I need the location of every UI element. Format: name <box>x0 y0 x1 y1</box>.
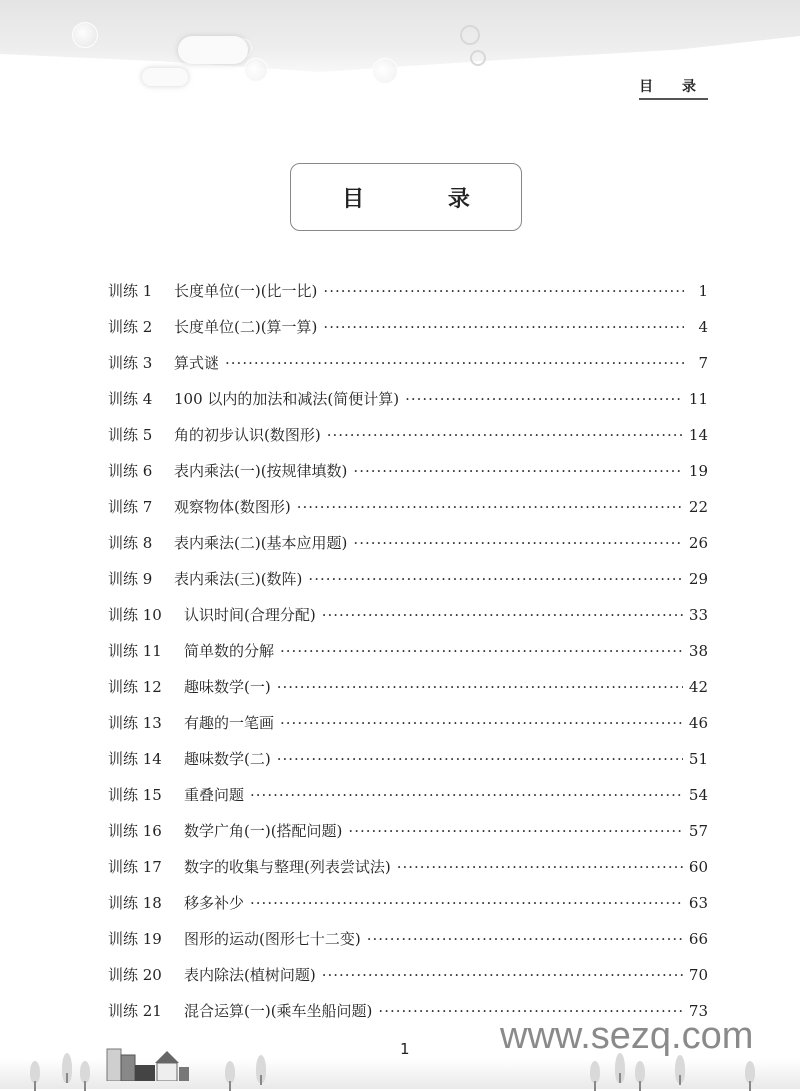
toc-entry[interactable] <box>108 640 708 676</box>
toc-entry-page: 66 <box>688 930 708 948</box>
toc-entry[interactable] <box>108 532 708 568</box>
toc-entry-label: 训练 19 <box>108 930 162 948</box>
toc-entry-label: 训练 20 <box>108 966 162 984</box>
toc-entry-page: 70 <box>688 966 708 984</box>
tree-icon <box>225 1061 235 1083</box>
toc-entry-label: 训练 1 <box>108 282 153 300</box>
toc-entry-topic: 算式谜 <box>174 354 220 372</box>
toc-entry-topic: 移多补少 <box>184 894 245 912</box>
toc-entry-page: 60 <box>688 858 708 876</box>
dot-leader <box>280 714 683 732</box>
toc-entry-topic: 长度单位(一)(比一比) <box>174 282 318 300</box>
toc-entry-topic: 100 以内的加法和减法(简便计算) <box>174 390 400 408</box>
dot-leader <box>323 282 684 300</box>
toc-entry[interactable] <box>108 388 708 424</box>
page-number: 1 <box>400 1040 410 1058</box>
toc-entry[interactable] <box>108 424 708 460</box>
toc-entry-label: 训练 3 <box>108 354 153 372</box>
toc-entry-label: 训练 17 <box>108 858 162 876</box>
dot-leader <box>353 462 682 480</box>
toc-entry-topic: 图形的运动(图形七十二变) <box>184 930 361 948</box>
dot-leader <box>322 966 683 984</box>
toc-entry-label: 训练 8 <box>108 534 153 552</box>
tree-icon <box>30 1061 40 1083</box>
page-title: 目 录 <box>342 186 508 212</box>
toc-entry-topic: 混合运算(一)(乘车坐船问题) <box>184 1002 373 1020</box>
toc-entry-label: 训练 9 <box>108 570 153 588</box>
toc-entry-page: 46 <box>688 714 708 732</box>
toc-entry[interactable] <box>108 820 708 856</box>
toc-entry-topic: 表内乘法(一)(按规律填数) <box>174 462 348 480</box>
toc-entry[interactable] <box>108 784 708 820</box>
tree-icon <box>675 1055 685 1083</box>
toc-entry-label: 训练 2 <box>108 318 153 336</box>
tree-icon <box>590 1061 600 1083</box>
dot-leader <box>250 786 683 804</box>
toc-entry[interactable] <box>108 568 708 604</box>
toc-entry-label: 训练 5 <box>108 426 153 444</box>
house-icon <box>105 1041 195 1081</box>
toc-entry-page: 57 <box>688 822 708 840</box>
toc-entry[interactable] <box>108 748 708 784</box>
toc-entry-topic: 趣味数学(二) <box>184 750 271 768</box>
toc-entry-topic: 表内乘法(三)(数阵) <box>174 570 303 588</box>
dot-leader <box>308 570 682 588</box>
toc-entry-topic: 数字的收集与整理(列表尝试法) <box>184 858 391 876</box>
toc-entry[interactable] <box>108 892 708 928</box>
toc-entry[interactable] <box>108 280 708 316</box>
header-section-label: 目 录 <box>639 76 708 100</box>
toc-entry-page: 54 <box>688 786 708 804</box>
watermark: www.sezq.com <box>500 1015 754 1057</box>
toc-entry-label: 训练 13 <box>108 714 162 732</box>
cloud-decoration <box>178 36 248 64</box>
toc-entry-topic: 数学广角(一)(搭配问题) <box>184 822 343 840</box>
bubble-decoration <box>372 58 398 84</box>
dot-leader <box>397 858 683 876</box>
toc-entry-topic: 有趣的一笔画 <box>184 714 275 732</box>
tree-icon <box>745 1061 755 1083</box>
toc-entry-page: 4 <box>698 318 708 336</box>
toc-entry-label: 训练 7 <box>108 498 153 516</box>
toc-entry-label: 训练 18 <box>108 894 162 912</box>
toc-entry-label: 训练 6 <box>108 462 153 480</box>
tree-icon <box>256 1055 266 1083</box>
toc-entry-page: 38 <box>688 642 708 660</box>
dot-leader <box>322 606 683 624</box>
toc-entry-page: 14 <box>688 426 708 444</box>
dot-leader <box>277 678 683 696</box>
swirl-decoration <box>460 25 480 45</box>
toc-entry-page: 63 <box>688 894 708 912</box>
toc-entry-page: 51 <box>688 750 708 768</box>
dot-leader <box>277 750 683 768</box>
cloud-decoration <box>142 68 188 86</box>
tree-icon <box>80 1061 90 1083</box>
toc-entry-page: 11 <box>688 390 708 408</box>
toc-entry-topic: 重叠问题 <box>184 786 245 804</box>
toc-entry-topic: 简单数的分解 <box>184 642 275 660</box>
toc-entry-label: 训练 14 <box>108 750 162 768</box>
toc-entry-topic: 角的初步认识(数图形) <box>174 426 321 444</box>
toc-entry-topic: 趣味数学(一) <box>184 678 271 696</box>
toc-entry-topic: 长度单位(二)(算一算) <box>174 318 318 336</box>
tree-icon <box>635 1061 645 1083</box>
toc-entry-label: 训练 10 <box>108 606 162 624</box>
dot-leader <box>327 426 683 444</box>
toc-entry-page: 42 <box>688 678 708 696</box>
dot-leader <box>405 390 683 408</box>
toc-entry[interactable] <box>108 352 708 388</box>
toc-entry-label: 训练 15 <box>108 786 162 804</box>
toc-entry-topic: 表内除法(植树问题) <box>184 966 316 984</box>
toc-entry-page: 22 <box>688 498 708 516</box>
toc-entry-page: 1 <box>698 282 708 300</box>
swirl-decoration <box>470 50 486 66</box>
toc-entry-page: 29 <box>688 570 708 588</box>
toc-title-box <box>290 163 522 231</box>
toc-entry-label: 训练 11 <box>108 642 162 660</box>
toc-entry-page: 7 <box>698 354 708 372</box>
toc-entry-label: 训练 21 <box>108 1002 162 1020</box>
toc-entry-page: 26 <box>688 534 708 552</box>
dot-leader <box>280 642 683 660</box>
toc-entry[interactable] <box>108 964 708 1000</box>
toc-entry[interactable] <box>108 676 708 712</box>
toc-entry[interactable] <box>108 316 708 352</box>
toc-entry[interactable] <box>108 460 708 496</box>
toc-entry-topic: 表内乘法(二)(基本应用题) <box>174 534 348 552</box>
dot-leader <box>225 354 684 372</box>
bubble-decoration <box>72 22 98 48</box>
table-of-contents <box>108 280 708 1036</box>
toc-entry[interactable] <box>108 496 708 532</box>
dot-leader <box>297 498 683 516</box>
toc-entry-topic: 认识时间(合理分配) <box>184 606 316 624</box>
dot-leader <box>250 894 683 912</box>
dot-leader <box>353 534 682 552</box>
toc-entry[interactable] <box>108 856 708 892</box>
tree-icon <box>62 1053 72 1083</box>
dot-leader <box>367 930 683 948</box>
toc-entry-topic: 观察物体(数图形) <box>174 498 291 516</box>
dot-leader <box>348 822 682 840</box>
toc-entry-label: 训练 12 <box>108 678 162 696</box>
toc-entry-page: 19 <box>688 462 708 480</box>
toc-entry-label: 训练 16 <box>108 822 162 840</box>
toc-entry[interactable] <box>108 928 708 964</box>
toc-entry-page: 73 <box>688 1002 708 1020</box>
toc-entry-page: 33 <box>688 606 708 624</box>
toc-entry-label: 训练 4 <box>108 390 153 408</box>
dot-leader <box>323 318 684 336</box>
toc-entry[interactable] <box>108 604 708 640</box>
bubble-decoration <box>244 58 268 82</box>
toc-entry[interactable] <box>108 712 708 748</box>
